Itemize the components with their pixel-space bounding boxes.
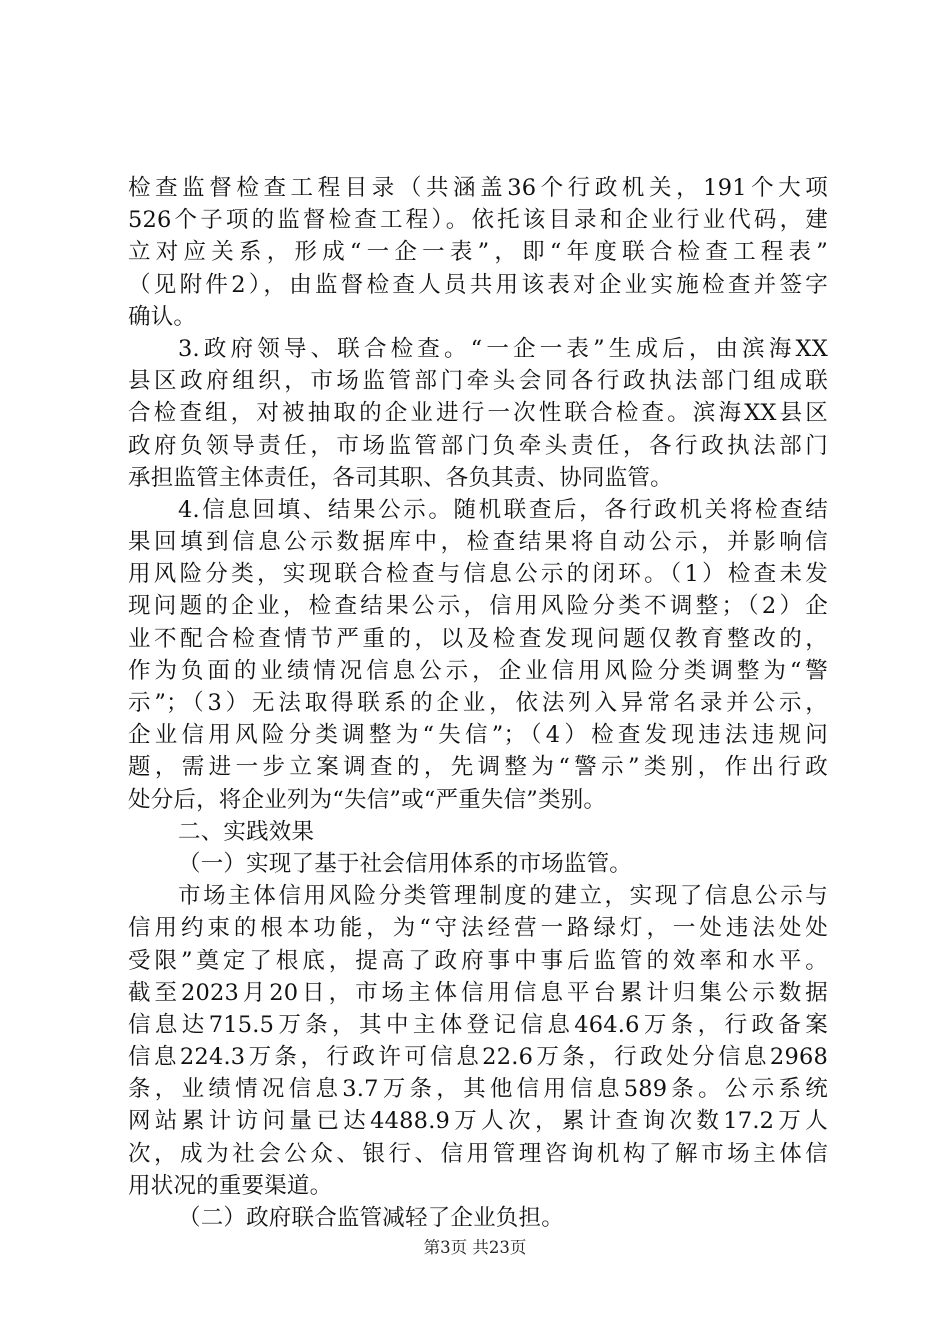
text-line: 截至2023月20日，市场主体信用信息平台累计归集公示数据 <box>128 979 828 1006</box>
text-line: 网站累计访问量已达4488.9万人次，累计查询次数17.2万人 <box>128 1108 828 1135</box>
text-line: 示”；（3）无法取得联系的企业，依法列入异常名录并公示， <box>128 690 828 716</box>
text-line: 业不配合检查情节严重的，以及检查发现问题仅教育整改的， <box>128 625 828 652</box>
text-line: 题，需进一步立案调查的，先调整为“警示”类别，作出行政 <box>128 754 828 781</box>
text-line: 检查监督检查工程目录（共涵盖36个行政机关，191个大项 <box>128 175 828 201</box>
text-line: 次，成为社会公众、银行、信用管理咨询机构了解市场主体信 <box>128 1140 828 1167</box>
text-line: 信息224.3万条，行政许可信息22.6万条，行政处分信息2968 <box>128 1044 828 1071</box>
text-line: 果回填到信息公示数据库中，检查结果将自动公示，并影响信 <box>128 529 828 556</box>
text-line: 确认。 <box>128 303 197 330</box>
text-line: （二）政府联合监管减轻了企业负担。 <box>178 1205 564 1231</box>
text-line: 信用约束的根本功能，为“守法经营一路绿灯，一处违法处处 <box>128 915 828 942</box>
text-line: 作为负面的业绩情况信息公示，企业信用风险分类调整为“警 <box>128 657 828 684</box>
text-line: 处分后，将企业列为“失信”或“严重失信”类别。 <box>128 786 607 813</box>
text-line: 县区政府组织，市场监管部门牵头会同各行政执法部门组成联 <box>128 368 828 395</box>
text-line: 526个子项的监督检查工程）。依托该目录和企业行业代码，建 <box>128 207 828 234</box>
text-line: 立对应关系，形成“一企一表”，即“年度联合检查工程表” <box>128 239 828 266</box>
text-line: 企业信用风险分类调整为“失信”；（4）检查发现违法违规问 <box>128 722 828 749</box>
text-line: 二、实践效果 <box>178 818 315 845</box>
text-line: 政府负领导责任，市场监管部门负牵头责任，各行政执法部门 <box>128 432 828 459</box>
text-line: 市场主体信用风险分类管理制度的建立，实现了信息公示与 <box>178 883 828 910</box>
text-line: 4.信息回填、结果公示。随机联查后，各行政机关将检查结 <box>178 496 828 523</box>
page-footer: 第3页 共23页 <box>423 1238 527 1257</box>
text-line: 用风险分类，实现联合检查与信息公示的闭环。（1）检查未发 <box>128 561 828 588</box>
text-line: 条，业绩情况信息3.7万条，其他信用信息589条。公示系统 <box>128 1076 828 1103</box>
text-line: 现问题的企业，检查结果公示，信用风险分类不调整；（2）企 <box>128 593 828 620</box>
text-line: 合检查组，对被抽取的企业进行一次性联合检查。滨海XX县区 <box>128 400 828 427</box>
text-line: 用状况的重要渠道。 <box>128 1172 333 1199</box>
text-line: 受限”奠定了根底，提高了政府事中事后监管的效率和水平。 <box>128 947 828 974</box>
text-line: 承担监管主体责任，各司其职、各负其责、协同监管。 <box>128 464 673 491</box>
text-line: （一）实现了基于社会信用体系的市场监管。 <box>178 850 633 877</box>
text-line: 3.政府领导、联合检查。“一企一表”生成后，由滨海XX <box>178 335 828 362</box>
text-line: 信息达715.5万条，其中主体登记信息464.6万条，行政备案 <box>128 1011 828 1038</box>
document-body <box>128 172 828 1234</box>
text-line: （见附件2），由监督检查人员共用该表对企业实施检查并签字 <box>128 271 828 298</box>
